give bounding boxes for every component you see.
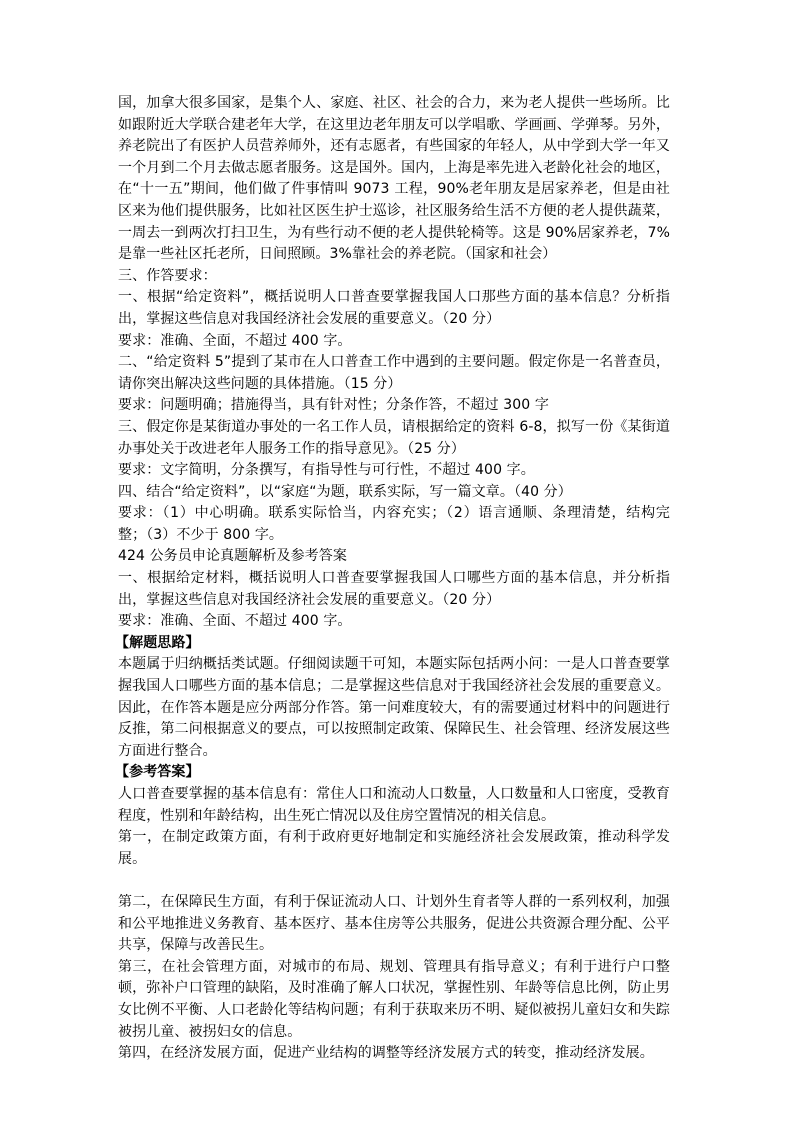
answer-point: 第三，在社会管理方面，对城市的布局、规划、管理具有指导意义；有利于进行户口整顿，弥补户口管理的缺陷，及时准确了解人口状况，掌握性别、年龄等信息比例，防止男女比例不平衡、人口老龄化等结构问题；有利于获取来历不明、疑似被拐儿童妇女和失踪被拐儿童、被拐妇女的信息。: [118, 958, 670, 1040]
question-prompt: 二、“给定资料 5”提到了某市在人口普查工作中遇到的主要问题。假定你是一名普查员，请你突出解决这些问题的具体措施。（15 分）: [118, 354, 670, 392]
question-requirement: 要求：文字简明，分条撰写，有指导性与可行性，不超过 400 字。: [118, 462, 535, 479]
answer-point: 第一，在制定政策方面，有利于政府更好地制定和实施经济社会发展政策，推动科学发展。: [118, 829, 670, 867]
question-requirement: 要求：准确、全面，不超过 400 字。: [118, 332, 352, 349]
intro-paragraph: 国，加拿大很多国家，是集个人、家庭、社区、社会的合力，来为老人提供一些场所。比如跟附近大学联合建老年大学，在这里边老年朋友可以学唱歌、学画画、学弹琴。另外，养老院出了有医护人员营养师外，还有志愿者，有些国家的年轻人，从中学到大学一年又一个月到二个月去做志愿者服务。这是国外。国内，上海是率先进入老龄化社会的地区，在“十一五”期间，他们做了件事情叫 9073 工程，90%老年朋友是居家养老，但是由社区来为他们提供服务，比如社区医生护士巡诊，社区服务给生活不方便的老人提供蔬菜，一周去一到两次打扫卫生，为有些行动不便的老人提供轮椅等。这是 90%居家养老，7%是靠一些社区托老所，日间照顾。3%靠社会的养老院。（国家和社会）: [118, 95, 670, 263]
question-prompt: 一、根据“给定资料”，概括说明人口普查要掌握我国人口那些方面的基本信息？分析指出，掌握这些信息对我国经济社会发展的重要意义。（20 分）: [118, 289, 670, 327]
question-prompt: 三、假定你是某街道办事处的一名工作人员，请根据给定的资料 6-8，拟写一份《某街道办事处关于改进老年人服务工作的指导意见》。（25 分）: [118, 418, 670, 457]
question-prompt: 四、结合“给定资料”，以“家庭“为题，联系实际，写一篇文章。（40 分）: [118, 483, 572, 500]
answer-intro: 人口普查要掌握的基本信息有：常住人口和流动人口数量，人口数量和人口密度，受教育程度，性别和年龄结构，出生死亡情况以及住房空置情况的相关信息。: [118, 786, 670, 824]
blank-line: [118, 870, 670, 892]
analysis-requirement: 要求：准确、全面、不超过 400 字。: [118, 613, 352, 630]
document-page: [115, 93, 670, 1065]
analysis-question: 一、根据给定材料，概括说明人口普查要掌握我国人口哪些方面的基本信息，并分析指出，掌握这些信息对我国经济社会发展的重要意义。（20 分）: [118, 570, 670, 608]
approach-heading: 【解题思路】: [115, 634, 200, 651]
question-requirement: 要求：问题明确；措施得当，具有针对性；分条作答，不超过 300 字: [118, 397, 549, 414]
answer-point: 第二，在保障民生方面，有利于保证流动人口、计划外生育者等人群的一系列权利，加强和公平地推进义务教育、基本医疗、基本住房等公共服务，促进公共资源合理分配、公平共享，保障与改善民生。: [118, 893, 670, 954]
section-title: 三、作答要求：: [118, 267, 217, 284]
approach-text: 本题属于归纳概括类试题。仔细阅读题干可知，本题实际包括两小问：一是人口普查要掌握我国人口哪些方面的基本信息；二是掌握这些信息对于我国经济社会发展的重要意义。因此，在作答本题是应分两部分作答。第一问难度较大，有的需要通过材料中的问题进行反推，第二问根据意义的要点，可以按照制定政策、保障民生、社会管理、经济发展这些方面进行整合。: [118, 656, 670, 759]
answer-heading: 【参考答案】: [115, 764, 200, 781]
analysis-title: 424 公务员申论真题解析及参考答案: [118, 548, 347, 565]
answer-point: 第四，在经济发展方面，促进产业结构的调整等经济发展方式的转变，推动经济发展。: [118, 1045, 654, 1062]
question-requirement: 要求：（1）中心明确。联系实际恰当，内容充实；（2）语言通顺、条理清楚，结构完整；（3）不少于 800 字。: [118, 505, 670, 543]
